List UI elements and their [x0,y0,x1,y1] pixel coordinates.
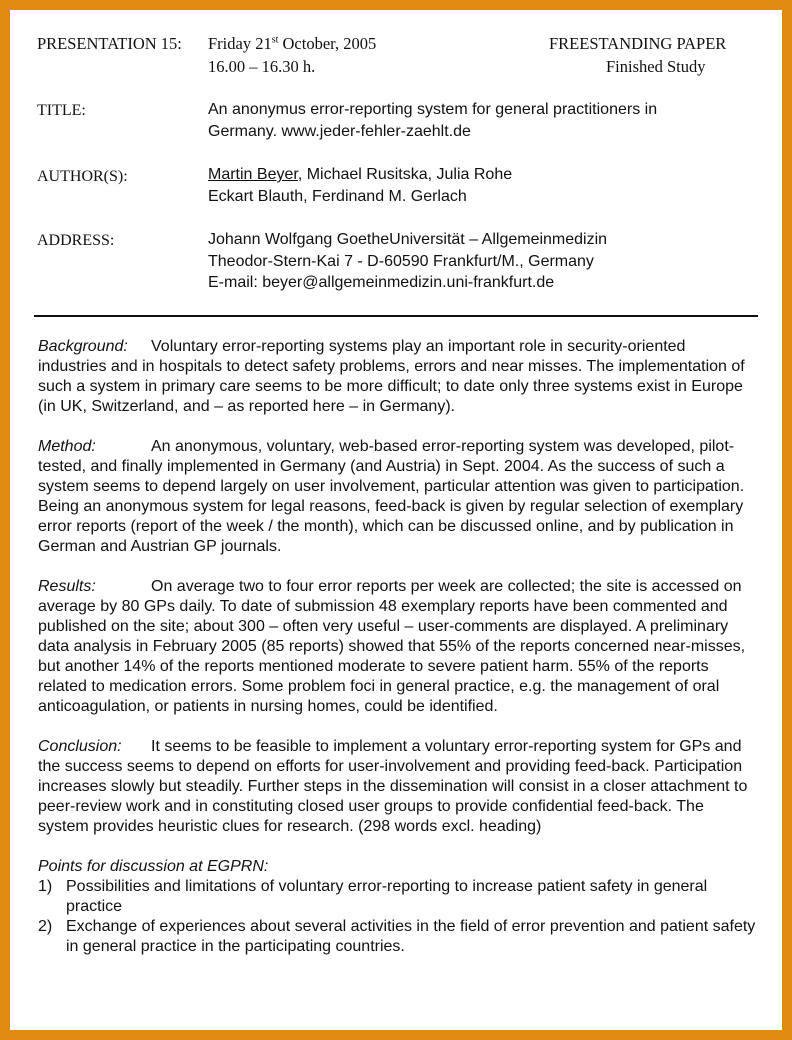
results-paragraph: Results: On average two to four error reports per week are collected; the site is accessed on average by 80 GPs daily. To date of submission 48 exemplary reports have been commented and published on the site; about 300 – often very useful – user-comments are displayed. A preliminary data analysis in February 2005 (85 reports) showed that 55% of the reports concerned near-misses, but another 14% of the reports mentioned moderate to severe patient harm. 55% of the reports related to medication errors. Some problem foci in general practice, e.g. the management of oral anticoagulation, or patients in nursing homes, could be identified. [38,578,746,715]
presentation-label: PRESENTATION 15: [37,34,182,53]
background-heading: Background: [38,338,128,355]
presenting-author: Martin Beyer [208,166,298,183]
conclusion-paragraph: Conclusion: It seems to be feasible to implement a voluntary error-reporting system for GPs and the success seems to depend on efforts for user-involvement and providing feed-back. Participation increases slowly but steadily. Further steps in the dissemination will consist in a closer attachment to peer-review work and in constituting closed user groups to provide confidential feed-back. The system provides heuristic clues for research. (298 words excl. heading) [38,738,748,835]
address-label: ADDRESS: [37,232,115,249]
address-value: Johann Wolfgang GoetheUniversität – Allgemeinmedizin Theodor-Stern-Kai 7 - D-60590 Frankfurt/M., Germany E-mail: beyer@allgemeinmedizin.uni-frankfurt.de [208,231,608,291]
header-divider [34,315,758,317]
study-type: Finished Study [606,57,706,76]
discussion-section [38,857,756,957]
title-value: An anonymus error-reporting system for general practitioners in Germany. www.jeder-fehler-zaehlt.de [208,101,658,140]
presentation-time: 16.00 – 16.30 h. [208,57,316,76]
method-paragraph: Method: An anonymous, voluntary, web-based error-reporting system was developed, pilot-tested, and finally implemented in Germany (and Austria) in Sept. 2004. As the success of such a system seems to depend largely on user involvement, particular attention was given to participation. Being an anonymous system for legal reasons, feed-back is given by regular selection of exemplary error reports (report of the week / the month), which can be discussed online, and by publication in German and Austrian GP journals. [38,438,745,555]
title-label: TITLE: [37,102,86,119]
authors-value: Martin Beyer, Michael Rusitska, Julia Rohe Eckart Blauth, Ferdinand M. Gerlach [208,166,513,205]
abstract-body [38,337,756,957]
background-paragraph: Background: Voluntary error-reporting systems play an important role in security-oriented industries and in hospitals to detect safety problems, errors and near misses. The implementation of such a system in primary care seems to be more difficult; to date only three systems exist in Europe (in UK, Switzerland, and – as reported here – in Germany). [38,338,745,415]
results-heading: Results: [38,578,96,595]
document-page [10,10,782,1030]
conclusion-heading: Conclusion: [38,738,122,755]
method-heading: Method: [38,438,96,455]
authors-label: AUTHOR(S): [37,168,128,185]
paper-type: FREESTANDING PAPER [549,34,727,53]
presentation-date: Friday 21st October, 2005 [208,34,377,53]
list-item: 1) Possibilities and limitations of voluntary error-reporting to increase patient safety in general practice [38,878,708,915]
list-item: 2) Exchange of experiences about several activities in the field of error prevention and patient safety in general practice in the participating countries. [38,918,756,955]
discussion-title: Points for discussion at EGPRN: [38,858,269,875]
